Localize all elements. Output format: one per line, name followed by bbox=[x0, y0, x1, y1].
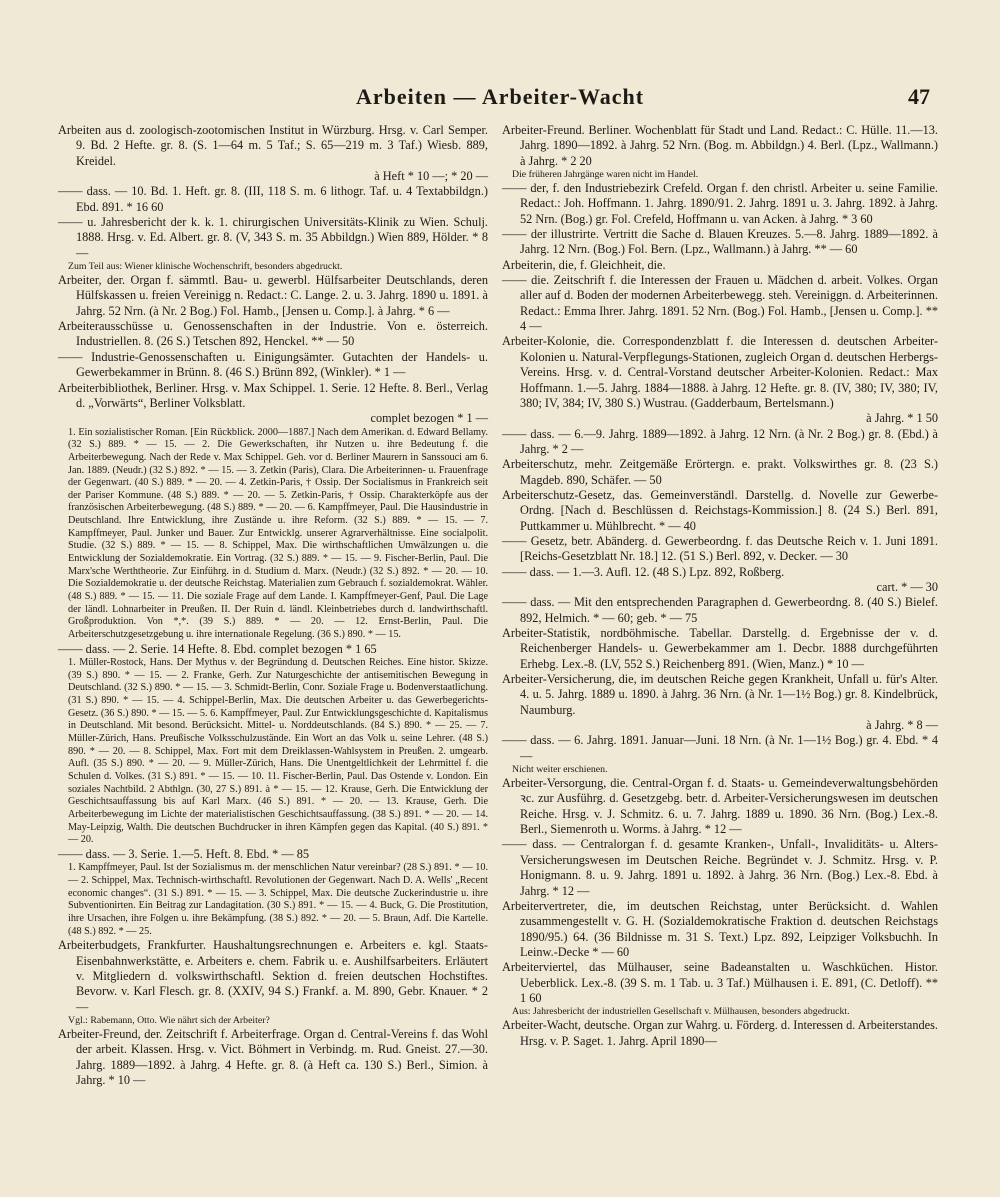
catalog-entry: Arbeiterausschüsse u. Genossenschaften in der Industrie. Von e. österreich. Industriellen. 8. (26 S.) Tetschen 892, Henckel. ** — 50 bbox=[58, 319, 488, 349]
left-column bbox=[58, 123, 488, 1088]
catalog-entry: Arbeitervertreter, die, im deutschen Reichstag, unter Berücksicht. d. Wahlen zusammengestellt v. G. H. (Sozialdemokratische Fraktion d. deutschen Reichstags 1890/95.) 64. (36 Bildnisse m. 31 S. Text.) Lpz. 892, Leipziger Volksbuchh. In Leinw.-Decke * — 60 bbox=[502, 898, 938, 959]
running-header-title: Arbeiten — Arbeiter-Wacht bbox=[355, 84, 645, 109]
catalog-note: Aus: Jahresbericht der industriellen Gesellschaft v. Mülhausen, besonders abgedruckt. bbox=[512, 1006, 850, 1018]
catalog-entry: cart. * — 30 bbox=[876, 579, 938, 594]
catalog-entry: —— dass. — 2. Serie. 14 Hefte. 8. Ebd. complet bezogen * 1 65 bbox=[58, 641, 377, 656]
catalog-entry: Arbeiterschutz-Gesetz, das. Gemeinverständl. Darstellg. d. Novelle zur Gewerbe-Ordng. [Nach d. Beschlüssen d. Reichstags-Kommission.] 8. (24 S.) Berl. 891, Puttkammer u. Mühlbrecht. * — 40 bbox=[502, 487, 938, 533]
catalog-entry: —— der, f. den Industriebezirk Crefeld. Organ f. den christl. Arbeiter u. seine Familie. Redact.: Joh. Hoffmann. 1. Jahrg. 1890/91. 2. Jahrg. 1891 u. 3. Jahrg. 1892. à Jahrg. 52 Nrn. (Bog.) gr. Fol. Crefeld, Hoffmann u. van Acken. à Jahrg. * 3 60 bbox=[502, 181, 938, 226]
catalog-entry: Arbeiter-Versorgung, die. Central-Organ f. d. Staats- u. Gemeindeverwaltungsbehörden ꝛc. zur Ausführg. d. Gesetzgebg. betr. d. Arbeiter-Versicherungswesen im deutschen Reiche. Hrsg. v. J. Schmitz. 6. u. 7. Jahrg. 1889 u. 1890. 36 Nrn. (Bog.) Lex.-8. Berl., Siemenroth u. Worms. à Jahrg. * 12 — bbox=[502, 776, 938, 837]
catalog-entry: Arbeiterbibliothek, Berliner. Hrsg. v. Max Schippel. 1. Serie. 12 Hefte. 8. Berl., Verlag d. „Vorwärts“, Berliner Volksblatt. bbox=[58, 380, 488, 410]
catalog-entry: à Jahrg. * 8 — bbox=[866, 718, 938, 733]
catalog-note: Zum Teil aus: Wiener klinische Wochenschrift, besonders abgedruckt. bbox=[68, 261, 343, 273]
catalog-entry: Arbeiter, der. Organ f. sämmtl. Bau- u. gewerbl. Hülfsarbeiter Deutschlands, deren Hülfskassen u. freien Vereinigg n. Redact.: C. Lange. 2. u. 3. Jahrg. 1890 u. 1891. à Jahrg. 52 Nrn. (à Nr. 2 Bog.) Fol. Hamb., [Jensen u. Comp.]. à Jahrg. * 6 — bbox=[58, 273, 488, 318]
catalog-note: 1. Ein sozialistischer Roman. [Ein Rückblick. 2000—1887.] Nach dem Amerikan. d. Edward Bellamy. (32 S.) 889. * — 15. — 2. Die Gewerkschaften, ihr Nutzen u. ihre Bedeutung f. die Arbeiterbewegung. Nach der Rede v. Max Schippel. Geh. vor d. Berliner Maurern in Sanssouci am 6. Jan. 1889. (Neudr.) (32 S.) 892. * — 15. — 3. Zetkin (Paris), Clara. Die Arbeiterinnen- u. Frauenfrage der Gegenwart. (40 S.) 889. * — 20. — 4. Zetkin-Paris, † Ossip. Der Socialismus in Frankreich seit der Pariser Kommune. (48 S.) 889. * — 20. — 5. Zetkin-Paris, † Ossip. Charakterköpfe aus der französischen Arbeiterbewegung. (48 S.) 889. * — 20. — 6. Kampffmeyer, Paul. Die Hausindustrie in Deutschland. Ihre Entwicklung, ihre Zustände u. ihre Reform. (32 S.) 889. * — 15. — 7. Kampffmeyer, Paul. Junker und Bauer. Zur Entwicklg. unserer Agrarverhältnisse. Eine socialpolit. Studie. (32 S.) 889. * — 15. — 8. Schippel, Max. Die wirthschaftlichen Umwälzungen u. die Entwicklung der Sozialdemokratie. Ein Vortrag. (32 S.) 889. * — 15. — 9. Fischer-Berlin, Paul. Die Marx'sche Werththeorie. Zur Einführg. in d. Studium d. Marx. (Neudr.) (32 S.) 892. * — 20. — 10. Die Sozialdemokratie u. der deutsche Reichstag. Materialien zum Gebrauch f. sozialdemokrat. Wähler. (48 S.) 889. * — 15. — 11. Die soziale Frage auf dem Lande. I. Kampffmeyer-Genf, Paul. Die Lage der ländl. Lohnarbeiter in Preußen. II. Der Ruin d. ländl. Kleinbetriebes durch d. landwirthschaftl. Großproduktion. Von *,*. (39 S.) 889. * — 20. — 12. Ernst-Berlin, Paul. Die Arbeiterschutzgesetzgebung u. ihre internationale Regelung. (36 S.) 890. * — 15. bbox=[68, 426, 488, 641]
catalog-entry: complet bezogen * 1 — bbox=[370, 411, 488, 426]
catalog-entry: Arbeiten aus d. zoologisch-zootomischen Institut in Würzburg. Hrsg. v. Carl Semper. 9. Bd. 2 Hefte. gr. 8. (S. 1—64 m. 5 Taf.; S. 65—219 m. 3 Taf.) Wiesb. 889, Kreidel. bbox=[58, 123, 488, 168]
catalog-entry: —— dass. — 1.—3. Aufl. 12. (48 S.) Lpz. 892, Roßberg. bbox=[502, 564, 785, 579]
page-number: 47 bbox=[908, 84, 930, 109]
catalog-entry: —— dass. — Centralorgan f. d. gesamte Kranken-, Unfall-, Invaliditäts- u. Alters-Versicherungswesen im Deutschen Reiche. Begründet v. J. Schmitz. Hrsg. v. P. Honigmann. 8. u. 9. Jahrg. 1891 u. 1892. à Jahrg. 36 Nrn. (Bog.) Lex.-8. Ebd. à Jahrg. * 12 — bbox=[502, 837, 938, 898]
catalog-entry: —— u. Jahresbericht der k. k. 1. chirurgischen Universitäts-Klinik zu Wien. Schulj. 1888. Hrsg. v. Ed. Albert. gr. 8. (V, 343 S. m. 35 Abbildgn.) Wien 889, Hölder. * 8 — bbox=[58, 215, 488, 260]
catalog-entry: Arbeiterschutz, mehr. Zeitgemäße Erörtergn. e. prakt. Volkswirthes gr. 8. (23 S.) Magdeb. 890, Schäfer. — 50 bbox=[502, 457, 938, 487]
catalog-entry: —— Gesetz, betr. Abänderg. d. Gewerbeordng. f. das Deutsche Reich v. 1. Juni 1891. [Reichs-Gesetzblatt Nr. 18.] 12. (51 S.) Berl. 892, v. Decker. — 30 bbox=[502, 533, 938, 564]
catalog-note: Die früheren Jahrgänge waren nicht im Handel. bbox=[512, 169, 699, 181]
catalog-entry: —— dass. — 10. Bd. 1. Heft. gr. 8. (III, 118 S. m. 6 lithogr. Taf. u. 4 Textabbildgn.) Ebd. 891. * 16 60 bbox=[58, 184, 488, 214]
catalog-entry: Arbeiter-Freund, der. Zeitschrift f. Arbeiterfrage. Organ d. Central-Vereins f. das Wohl der arbeit. Klassen. Hrsg. v. Vict. Böhmert in Verbindg. m. Rud. Gneist. 27.—30. Jahrg. 1889—1892. à Jahrg. 4 Hefte. gr. 8. (à Heft ca. 130 S.) Berl., Simion. à Jahrg. * 10 — bbox=[58, 1026, 488, 1087]
catalog-entry: —— Industrie-Genossenschaften u. Einigungsämter. Gutachten der Handels- u. Gewerbekammer in Brünn. 8. (46 S.) Brünn 892, (Winkler). * 1 — bbox=[58, 349, 488, 380]
catalog-entry: Arbeiter-Wacht, deutsche. Organ zur Wahrg. u. Förderg. d. Interessen d. Arbeiterstandes. Hrsg. v. P. Saget. 1. Jahrg. April 1890— bbox=[502, 1018, 939, 1048]
catalog-entry: à Heft * 10 —; * 20 — bbox=[374, 169, 488, 184]
catalog-entry: —— die. Zeitschrift f. die Interessen der Frauen u. Mädchen d. arbeit. Volkes. Organ aller auf d. Boden der modernen Arbeiterbewegg. steh. Vereiniggn. d. Arbeiterinnen. Redact.: Emma Ihrer. Jahrg. 1891. 52 Nrn. (Bog.) Fol. Hamb., [Jensen u. Comp.]. ** 4 — bbox=[502, 273, 938, 334]
catalog-entry: Arbeiterin, die, f. Gleichheit, die. bbox=[502, 257, 666, 272]
catalog-entry: Arbeiter-Freund. Berliner. Wochenblatt für Stadt und Land. Redact.: C. Hülle. 11.—13. Jahrg. 1890—1892. à Jahrg. 52 Nrn. (Bog. m. Abbildgn.) 4. Berl. (Lpz., Wallmann.) à Jahrg. * 2 20 bbox=[502, 123, 938, 168]
catalog-note: 1. Kampffmeyer, Paul. Ist der Sozialismus m. der menschlichen Natur vereinbar? (28 S.) 891. * — 10. — 2. Schippel, Max. Technisch-wirthschaftl. Revolutionen der Gegenwart. Nach D. A. Wells' „Recent economic changes“. (31 S.) 891. * — 15. — 3. Schippel, Max. Die deutsche Zuckerindustrie u. ihre Subventionirten. Ein Beitrag zur Landagitation. (30 S.) 891. * — 15. — 4. Buck, G. Die Prostitution, ihre Ursachen, ihre Folgen u. ihre Bekämpfung. (38 S.) 892. * — 20. — 5. Braun, Adf. Die Kartelle. (48 S.) 892. * — 25. bbox=[68, 862, 488, 937]
right-column bbox=[502, 123, 938, 1049]
catalog-entry: —— dass. — 6. Jahrg. 1891. Januar—Juni. 18 Nrn. (à Nr. 1—1½ Bog.) gr. 4. Ebd. * 4 — bbox=[502, 733, 938, 763]
catalog-note: 1. Müller-Rostock, Hans. Der Mythus v. der Begründung d. Deutschen Reiches. Eine histor. Skizze. (39 S.) 890. * — 15. — 2. Franke, Gerh. Zur Naturgeschichte der antisemitischen Bewegung in Deutschland. (32 S.) 890. * — 15. — 3. Schmidt-Berlin, Conr. Soziale Frage u. Bodenverstaatlichung. (31 S.) 890. * — 15. — 4. Schippel-Berlin, Max. Die deutschen Arbeiter u. das Gewerbegerichts-Gesetz. (36 S.) 890. * — 15. — 5. 6. Kampffmeyer, Paul. Zur Entwicklungsgeschichte d. Kapitalismus in Deutschland. Mit besond. Berücksicht. Mittel- u. Norddeutschlands. (84 S.) 890. * — 25. — 7. Müller-Zürich, Hans. Preußische Volksschulzustände. Ein Wort an das Volk u. seine Lehrer. (48 S.) 890. * — 20. — 8. Schippel, Max. Fort mit dem Dreiklassen-Wahlsystem in Preußen. 2. umgearb. Aufl. (35 S.) 890. * — 20. — 9. Müller-Zürich, Hans. Die Unentgeltlichkeit der Lehrmittel f. die Schulen d. Volkes. (31 S.) 891. * — 15. — 10. 11. Fischer-Berlin, Paul. Das Ostende v. London. Ein soziales Nachtbild. 2 Abthlgn. (30, 27 S.) 891. à * — 15. — 12. Krause, Gerh. Die Entwicklung der Geschichtsauffassung bis auf Karl Marx. (46 S.) 891. * — 20. — 13. Krause, Gerh. Die Arbeiterbewegung im Lichte der materialistischen Geschichtsauffassung. (38 S.) 891. * — 20. — 14. May-Leipzig, Walth. Die deutschen Buchdrucker in ihren Kämpfen gegen das Kapital. (40 S.) 891. * — 20. bbox=[68, 657, 488, 846]
catalog-entry: Arbeiterbudgets, Frankfurter. Haushaltungsrechnungen e. Arbeiters e. kgl. Staats-Eisenbahnwerkstätte, e. Arbeiters e. chem. Fabrik u. e. Aushilfsarbeiters. Erläutert v. Mitgliedern d. volkswirthschaftl. Sektion d. freien deutschen Hochstiftes. Bevorw. v. Karl Flesch. gr. 8. (XXIV, 94 S.) Frankf. a. M. 890, Gebr. Knauer. * 2 — bbox=[58, 938, 488, 1014]
catalog-entry: à Jahrg. * 1 50 bbox=[866, 411, 938, 426]
catalog-entry: —— der illustrirte. Vertritt die Sache d. Blauen Kreuzes. 5.—8. Jahrg. 1889—1892. à Jahrg. 12 Nrn. (Bog.) Fol. Bern. (Lpz., Wallmann.) à Jahrg. ** — 60 bbox=[502, 227, 938, 257]
catalog-entry: Arbeiter-Versicherung, die, im deutschen Reiche gegen Krankheit, Unfall u. für's Alter. 4. u. 5. Jahrg. 1889 u. 1890. à Jahrg. 36 Nrn. (à Nr. 1—1½ Bog.) gr. 8. Kindelbrück, Naumburg. bbox=[502, 672, 938, 717]
catalog-entry: —— dass. — 3. Serie. 1.—5. Heft. 8. Ebd. * — 85 bbox=[58, 846, 310, 861]
catalog-entry: —— dass. — 6.—9. Jahrg. 1889—1892. à Jahrg. 12 Nrn. (à Nr. 2 Bog.) gr. 8. (Ebd.) à Jahrg. * 2 — bbox=[502, 426, 938, 456]
catalog-entry: —— dass. — Mit den entsprechenden Paragraphen d. Gewerbeordng. 8. (40 S.) Bielef. 892, Helmich. * — 60; geb. * — 75 bbox=[502, 595, 938, 625]
catalog-note: Nicht weiter erschienen. bbox=[512, 764, 608, 776]
catalog-note: Vgl.: Rabemann, Otto. Wie nährt sich der Arbeiter? bbox=[68, 1014, 270, 1026]
catalog-entry: Arbeiterviertel, das Mülhauser, seine Badeanstalten u. Waschküchen. Histor. Ueberblick. Lex.-8. (39 S. m. 1 Tab. u. 3 Taf.) Mülhausen i. E. 891, (C. Detloff). ** 1 60 bbox=[502, 960, 938, 1005]
catalog-entry: Arbeiter-Kolonie, die. Correspondenzblatt f. die Interessen d. deutschen Arbeiter-Kolonien u. Natural-Verpflegungs-Stationen, zugleich Organ d. deutschen Herbergs-Vereins. Hrsg. v. d. Central-Vorstand deutscher Arbeiter-Kolonien. Redact.: Max Hoffmann. 1.—5. Jahrg. 1884—1888. à Jahrg. 12 Hefte. gr. 8. (IV, 380; IV, 380; IV, 380; IV, 384; IV, 380 S.) Wustrau. (Gadderbaum, Bertelsmann.) bbox=[502, 334, 938, 410]
catalog-entry: Arbeiter-Statistik, nordböhmische. Tabellar. Darstellg. d. Ergebnisse der v. d. Reichenberger Handels- u. Gewerbekammer am 1. Decbr. 1888 durchgeführten Erhebg. Lex.-8. (LV, 552 S.) Reichenberg 891. (Wien, Manz.) * 10 — bbox=[502, 626, 938, 671]
